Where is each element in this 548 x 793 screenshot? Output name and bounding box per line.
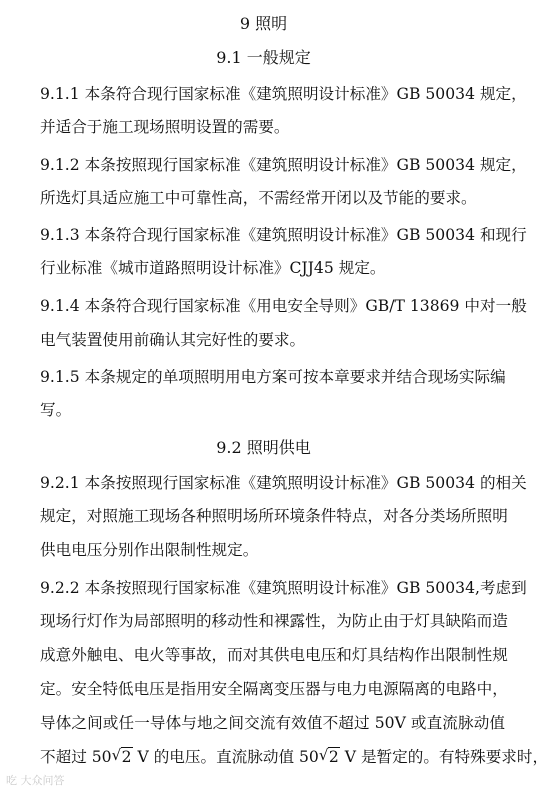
paragraph-line: 成意外触电、电火等事故，而对其供电电压和灯具结构作出限制性规 — [40, 646, 508, 664]
paragraph-line: 9.1.5 本条规定的单项照明用电方案可按本章要求并结合现场实际编 — [40, 368, 506, 386]
paragraph-line: 9.1.3 本条符合现行国家标准《建筑照明设计标准》GB 50034 和现行 — [40, 226, 527, 244]
sqrt-value: 2 — [328, 748, 339, 766]
paragraph-line: 电气装置使用前确认其完好性的要求。 — [40, 331, 306, 349]
paragraph-line: 写。 — [40, 401, 72, 419]
text-span: 不超过 50 — [40, 748, 112, 766]
paragraph-line: 9.1.2 本条按照现行国家标准《建筑照明设计标准》GB 50034 规定， — [40, 156, 527, 174]
paragraph-line: 行业标准《城市道路照明设计标准》CJJ45 规定。 — [40, 259, 386, 277]
paragraph-line: 9.1.1 本条符合现行国家标准《建筑照明设计标准》GB 50034 规定， — [40, 85, 527, 103]
paragraph-line: 所选灯具适应施工中可靠性高，不需经常开闭以及节能的要求。 — [40, 189, 477, 207]
paragraph-line: 现场行灯作为局部照明的移动性和裸露性，为防止由于灯具缺陷而造 — [40, 612, 508, 630]
paragraph-line: 9.2.2 本条按照现行国家标准《建筑照明设计标准》GB 50034,考虑到 — [40, 579, 527, 597]
chapter-title: 9 照明 — [239, 14, 288, 33]
paragraph-line: 供电电压分别作出限制性规定。 — [40, 541, 259, 559]
paragraph-line-with-sqrt — [40, 747, 548, 767]
text-span: V 是暂定的。有特殊要求时， — [339, 748, 548, 766]
watermark-logo: 吃 大众问答 — [6, 774, 65, 787]
paragraph-line: 9.1.4 本条符合现行国家标准《用电安全导则》GB/T 13869 中对一般 — [40, 297, 527, 315]
paragraph-line: 并适合于施工现场照明设置的需要。 — [40, 118, 290, 136]
text-span: V 的电压。直流脉动值 50 — [132, 748, 319, 766]
paragraph-line: 定。安全特低电压是指用安全隔离变压器与电力电源隔离的电路中， — [40, 680, 508, 698]
sqrt-value: 2 — [121, 748, 132, 766]
sqrt-symbol: √ 2 — [318, 746, 339, 766]
section-title-9-2: 9.2 照明供电 — [216, 438, 311, 457]
paragraph-line: 9.2.1 本条按照现行国家标准《建筑照明设计标准》GB 50034 的相关 — [40, 474, 527, 492]
sqrt-symbol: √ 2 — [111, 746, 132, 766]
section-title-9-1: 9.1 一般规定 — [216, 48, 311, 67]
paragraph-line: 规定，对照施工现场各种照明场所环境条件特点，对各分类场所照明 — [40, 507, 508, 525]
paragraph-line: 导体之间或任一导体与地之间交流有效值不超过 50V 或直流脉动值 — [40, 714, 505, 732]
